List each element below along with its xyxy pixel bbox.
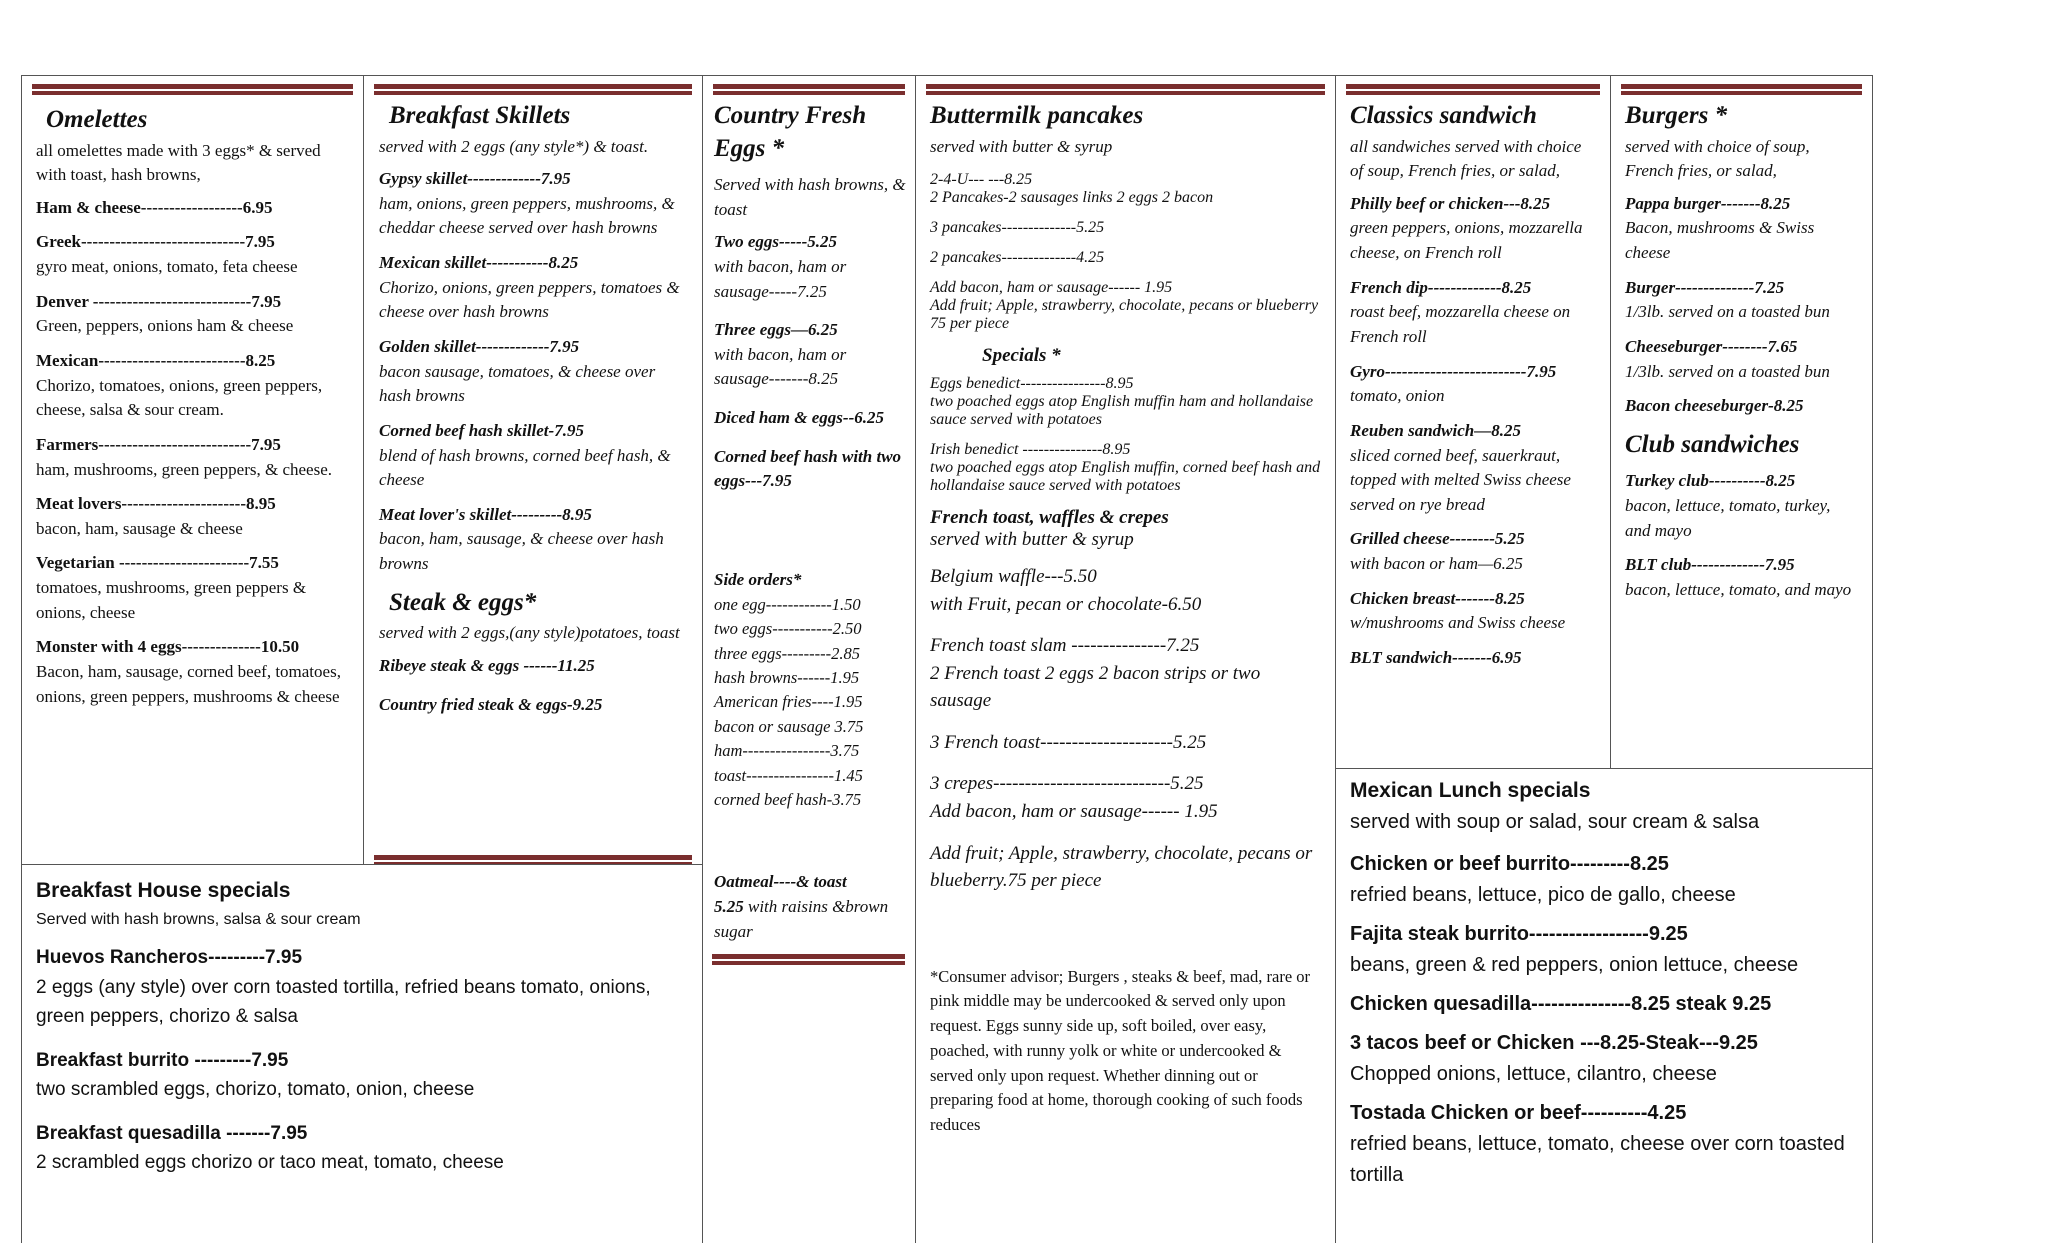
skillet-item — [379, 503, 690, 577]
menu-item-desc: two scrambled eggs, chorizo, tomato, onion, cheese — [36, 1079, 475, 1101]
menu-item-desc: roast beef, mozzarella cheese on French roll — [1350, 302, 1571, 346]
menu-item-name: French dip-------------8.25 — [1350, 277, 1532, 297]
house-specials-panel — [21, 864, 703, 1243]
menu-item-name: Meat lover's skillet---------8.95 — [379, 504, 592, 524]
country-eggs-title: Country Fresh Eggs * — [714, 102, 867, 162]
burgers-list — [1625, 192, 1860, 419]
menu-item-desc: beans, green & red peppers, onion lettuce, cheese — [1350, 954, 1799, 977]
menu-line-text: Eggs benedict----------------8.95 — [930, 375, 1134, 393]
menu-item-desc: 1/3lb. served on a toasted bun — [1625, 361, 1830, 381]
skillets-panel — [363, 75, 703, 865]
menu-item-desc: tomato, onion — [1350, 386, 1445, 406]
menu-item-name: Bacon cheeseburger-8.25 — [1625, 396, 1804, 416]
menu-item-name: Three eggs—6.25 — [714, 320, 838, 340]
classics-panel — [1335, 75, 1611, 769]
omelette-item — [36, 492, 351, 541]
side-orders-list — [714, 593, 907, 813]
menu-item-name: Gyro-------------------------7.95 — [1350, 361, 1557, 381]
menu-line-text: Irish benedict ---------------8.95 — [930, 441, 1131, 459]
menu-item-desc: ham, mushrooms, green peppers, & cheese. — [36, 459, 332, 479]
side-order-item: ham----------------3.75 — [714, 741, 860, 761]
menu-item-desc: refried beans, lettuce, tomato, cheese over corn toasted tortilla — [1350, 1133, 1845, 1187]
sandwich-item — [1350, 419, 1598, 518]
menu-item-name: Turkey club----------8.25 — [1625, 471, 1796, 491]
burger-item — [1625, 394, 1860, 419]
egg-item — [714, 406, 907, 431]
menu-item-desc: tomatoes, mushrooms, green peppers & onions, cheese — [36, 578, 307, 622]
menu-item-name: Diced ham & eggs--6.25 — [714, 408, 884, 428]
omelettes-title: Omelettes — [46, 106, 148, 133]
menu-item-name: BLT sandwich-------6.95 — [1350, 648, 1522, 668]
mexican-panel — [1335, 768, 1873, 1243]
menu-line-desc: Add bacon, ham or sausage------ 1.95 — [930, 800, 1218, 822]
menu-item-name: Corned beef hash with two eggs---7.95 — [714, 446, 902, 491]
house-specials-title: Breakfast House specials — [36, 879, 291, 902]
menu-item-name: Chicken or beef burrito---------8.25 — [1350, 853, 1669, 876]
skillets-subtitle: served with 2 eggs (any style*) & toast. — [379, 136, 649, 156]
side-orders-title: Side orders* — [714, 570, 802, 590]
decorative-rule — [926, 84, 1325, 95]
french-toast-list — [930, 563, 1323, 894]
burger-item — [1625, 335, 1860, 384]
mexican-item — [1350, 1098, 1860, 1191]
burgers-panel — [1610, 75, 1873, 769]
country-eggs-subtitle: Served with hash browns, & toast — [714, 175, 906, 219]
menu-item-name: Meat lovers----------------------8.95 — [36, 494, 276, 514]
menu-item-name: Tostada Chicken or beef----------4.25 — [1350, 1102, 1687, 1125]
house-specials-subtitle: Served with hash browns, salsa & sour cream — [36, 911, 361, 929]
omelette-item — [36, 290, 351, 339]
mexican-list — [1350, 849, 1860, 1191]
menu-item-name: Vegetarian -----------------------7.55 — [36, 553, 279, 573]
menu-line — [930, 563, 1323, 618]
menu-line-text: 3 pancakes--------------5.25 — [930, 219, 1105, 237]
menu-item-name: Corned beef hash skillet-7.95 — [379, 420, 584, 440]
menu-item-desc: 2 scrambled eggs chorizo or taco meat, tomato, cheese — [36, 1152, 504, 1174]
burger-item — [1625, 276, 1860, 325]
menu-line-text: French toast slam ---------------7.25 — [930, 635, 1200, 657]
skillets-title: Breakfast Skillets — [389, 102, 571, 129]
menu-line — [930, 279, 1323, 333]
classics-title: Classics sandwich — [1350, 102, 1537, 129]
menu-line — [930, 632, 1323, 715]
menu-item-desc: bacon sausage, tomatoes, & cheese over hash browns — [379, 361, 656, 406]
sandwich-item — [1350, 276, 1598, 350]
menu-item-name: Chicken quesadilla---------------8.25 steak 9.25 — [1350, 993, 1772, 1016]
menu-item-name: Gypsy skillet-------------7.95 — [379, 169, 571, 189]
mexican-item — [1350, 989, 1860, 1020]
steak-eggs-list — [379, 654, 690, 717]
steak-eggs-subtitle: served with 2 eggs,(any style)potatoes, toast — [379, 623, 680, 643]
omelettes-panel — [21, 75, 364, 865]
menu-item-desc: ham, onions, green peppers, mushrooms, & cheddar cheese served over hash browns — [379, 193, 675, 238]
menu-line — [930, 375, 1323, 429]
menu-item-desc: 1/3lb. served on a toasted bun — [1625, 302, 1830, 322]
side-order-item: one egg------------1.50 — [714, 594, 861, 614]
menu-item-name: Chicken breast-------8.25 — [1350, 588, 1525, 608]
side-order-item: three eggs---------2.85 — [714, 643, 860, 663]
decorative-rule — [712, 954, 905, 965]
decorative-rule — [1621, 84, 1862, 95]
club-item — [1625, 469, 1860, 543]
menu-line-text: Add bacon, ham or sausage------ 1.95 — [930, 279, 1173, 297]
skillets-list — [379, 167, 690, 577]
egg-item — [714, 230, 907, 304]
menu-line-desc: two poached eggs atop English muffin ham and hollandaise sauce served with potatoes — [930, 393, 1314, 429]
egg-item — [714, 445, 907, 494]
menu-item-name: Breakfast burrito ---------7.95 — [36, 1049, 289, 1071]
side-order-item: hash browns------1.95 — [714, 667, 860, 687]
steak-item — [379, 693, 690, 718]
specials-title: Specials * — [982, 345, 1061, 367]
menu-item-desc: bacon, lettuce, tomato, turkey, and mayo — [1625, 496, 1831, 540]
skillet-item — [379, 251, 690, 325]
omelette-item — [36, 349, 351, 423]
menu-line — [930, 249, 1323, 267]
menu-line-desc: two poached eggs atop English muffin, corned beef hash and hollandaise sauce served with potatoes — [930, 459, 1321, 495]
house-special-item — [36, 1046, 690, 1105]
pancakes-title: Buttermilk pancakes — [930, 102, 1144, 129]
mexican-item — [1350, 1028, 1860, 1090]
menu-item-desc: with bacon, ham or sausage-------8.25 — [714, 344, 847, 389]
oatmeal-desc: with raisins &brown sugar — [714, 896, 889, 941]
menu-item-name: Two eggs-----5.25 — [714, 232, 838, 252]
menu-item-desc: Chorizo, tomatoes, onions, green peppers, cheese, salsa & sour cream. — [36, 375, 323, 420]
decorative-rule — [1346, 84, 1600, 95]
country-eggs-panel — [702, 75, 916, 1243]
menu-line-desc: with Fruit, pecan or chocolate-6.50 — [930, 593, 1202, 615]
menu-item-name: Fajita steak burrito------------------9.25 — [1350, 923, 1688, 946]
menu-item-name: Farmers---------------------------7.95 — [36, 434, 281, 454]
menu-item-desc: Green, peppers, onions ham & cheese — [36, 316, 294, 336]
menu-line — [930, 840, 1323, 895]
omelette-item — [36, 551, 351, 625]
omelette-item — [36, 196, 351, 221]
menu-item-desc: Bacon, mushrooms & Swiss cheese — [1625, 218, 1815, 263]
menu-line — [930, 770, 1323, 825]
menu-item-desc: Chorizo, onions, green peppers, tomatoes & cheese over hash browns — [379, 277, 680, 322]
menu-line — [930, 441, 1323, 495]
menu-item-desc: blend of hash browns, corned beef hash, & cheese — [379, 445, 671, 490]
classics-list — [1350, 192, 1598, 671]
burgers-title: Burgers * — [1625, 102, 1728, 129]
french-toast-title: French toast, waffles & crepes — [930, 507, 1169, 529]
burger-item — [1625, 192, 1860, 266]
sandwich-item — [1350, 646, 1598, 671]
menu-item-desc: Chopped onions, lettuce, cilantro, cheese — [1350, 1063, 1717, 1086]
menu-line-text: Belgium waffle---5.50 — [930, 566, 1097, 588]
menu-line — [930, 219, 1323, 237]
menu-item-name: Country fried steak & eggs-9.25 — [379, 694, 603, 714]
menu-item-desc: w/mushrooms and Swiss cheese — [1350, 613, 1566, 633]
skillet-item — [379, 419, 690, 493]
skillet-item — [379, 335, 690, 409]
omelette-item — [36, 230, 351, 279]
menu-line-text: Add fruit; Apple, strawberry, chocolate, pecans or blueberry.75 per piece — [930, 842, 1313, 892]
menu-item-name: Denver ----------------------------7.95 — [36, 291, 282, 311]
menu-line-desc: 2 Pancakes-2 sausages links 2 eggs 2 bacon — [930, 189, 1214, 207]
menu-item-name: Ham & cheese------------------6.95 — [36, 197, 273, 217]
specials-list — [930, 375, 1323, 495]
menu-item-name: Breakfast quesadilla -------7.95 — [36, 1122, 308, 1144]
menu-item-desc: 2 eggs (any style) over corn toasted tortilla, refried beans tomato, onions, green peppers, chorizo & salsa — [36, 976, 651, 1028]
club-list — [1625, 469, 1860, 602]
menu-line-text: 2 pancakes--------------4.25 — [930, 249, 1105, 267]
pancakes-panel — [915, 75, 1336, 1243]
menu-item-name: Philly beef or chicken---8.25 — [1350, 193, 1551, 213]
menu-item-name: Monster with 4 eggs--------------10.50 — [36, 637, 300, 657]
menu-item-name: Ribeye steak & eggs ------11.25 — [379, 655, 595, 675]
mexican-item — [1350, 849, 1860, 911]
menu-item-desc: with bacon, ham or sausage-----7.25 — [714, 256, 847, 301]
sandwich-item — [1350, 587, 1598, 636]
decorative-rule — [713, 84, 905, 95]
menu-item-desc: refried beans, lettuce, pico de gallo, cheese — [1350, 884, 1736, 907]
menu-item-desc: bacon, ham, sausage, & cheese over hash browns — [379, 529, 664, 574]
oatmeal-price: 5.25 — [714, 896, 744, 916]
french-toast-subtitle: served with butter & syrup — [930, 529, 1134, 551]
omelettes-subtitle: all omelettes made with 3 eggs* & served with toast, hash browns, — [36, 140, 321, 185]
sandwich-item — [1350, 360, 1598, 409]
menu-item-desc: with bacon or ham—6.25 — [1350, 554, 1523, 574]
menu-item-name: Pappa burger-------8.25 — [1625, 193, 1791, 213]
menu-line-text: 2-4-U--- ---8.25 — [930, 171, 1033, 189]
menu-line — [930, 729, 1323, 757]
side-order-item: two eggs-----------2.50 — [714, 619, 862, 639]
menu-item-name: BLT club-------------7.95 — [1625, 555, 1795, 575]
skillet-item — [379, 167, 690, 241]
menu-line-text: 3 French toast---------------------5.25 — [930, 731, 1207, 753]
menu-line — [930, 171, 1323, 207]
decorative-rule — [374, 84, 692, 95]
menu-item-name: 3 tacos beef or Chicken ---8.25-Steak---9.25 — [1350, 1032, 1758, 1055]
pancakes-list — [930, 171, 1323, 333]
club-title: Club sandwiches — [1625, 430, 1800, 458]
menu-item-name: Golden skillet-------------7.95 — [379, 336, 580, 356]
burgers-subtitle: served with choice of soup, French fries, or salad, — [1625, 136, 1810, 181]
menu-item-name: Reuben sandwich—8.25 — [1350, 420, 1521, 440]
house-specials-list — [36, 943, 690, 1177]
house-special-item — [36, 943, 690, 1031]
omelette-item — [36, 433, 351, 482]
menu-item-desc: bacon, lettuce, tomato, and mayo — [1625, 579, 1852, 599]
omelettes-list — [36, 196, 351, 710]
pancakes-subtitle: served with butter & syrup — [930, 136, 1113, 156]
menu-line-text: 3 crepes----------------------------5.25 — [930, 773, 1204, 795]
side-order-item: corned beef hash-3.75 — [714, 789, 862, 809]
egg-item — [714, 318, 907, 392]
mexican-item — [1350, 919, 1860, 981]
sandwich-item — [1350, 192, 1598, 266]
steak-eggs-title: Steak & eggs* — [389, 588, 537, 616]
menu-item-desc: sliced corned beef, sauerkraut, topped with melted Swiss cheese served on rye bread — [1350, 445, 1571, 514]
club-item — [1625, 553, 1860, 602]
menu-item-desc: gyro meat, onions, tomato, feta cheese — [36, 257, 298, 277]
house-special-item — [36, 1119, 690, 1178]
sandwich-item — [1350, 527, 1598, 576]
country-eggs-list — [714, 230, 907, 494]
menu-item-name: Huevos Rancheros---------7.95 — [36, 947, 303, 969]
steak-item — [379, 654, 690, 679]
decorative-rule — [32, 84, 353, 95]
menu-item-name: Cheeseburger--------7.65 — [1625, 336, 1798, 356]
side-order-item: bacon or sausage 3.75 — [714, 716, 864, 736]
menu-item-name: Greek-----------------------------7.95 — [36, 232, 275, 252]
menu-item-name: Mexican skillet-----------8.25 — [379, 253, 579, 273]
menu-item-name: Mexican--------------------------8.25 — [36, 350, 276, 370]
side-order-item: toast----------------1.45 — [714, 765, 863, 785]
side-order-item: American fries----1.95 — [714, 692, 863, 712]
oatmeal-name: Oatmeal----& toast — [714, 872, 847, 892]
menu-item-desc: bacon, ham, sausage & cheese — [36, 518, 243, 538]
menu-item-desc: green peppers, onions, mozzarella cheese, on French roll — [1350, 218, 1583, 263]
mexican-subtitle: served with soup or salad, sour cream & salsa — [1350, 811, 1760, 834]
oatmeal-item — [714, 870, 907, 944]
classics-subtitle: all sandwiches served with choice of soup, French fries, or salad, — [1350, 136, 1582, 181]
mexican-title: Mexican Lunch specials — [1350, 779, 1591, 802]
menu-line-desc: 2 French toast 2 eggs 2 bacon strips or two sausage — [930, 662, 1261, 712]
menu-item-name: Grilled cheese--------5.25 — [1350, 529, 1525, 549]
omelette-item — [36, 635, 351, 709]
menu-item-name: Burger--------------7.25 — [1625, 277, 1785, 297]
consumer-advisory: *Consumer advisor; Burgers , steaks & beef, mad, rare or pink middle may be undercooked & served only upon request. Eggs sunny side up, soft boiled, over easy, poached, with runny yolk or white or undercooked & served only upon request. Whether dinning out or preparing food at home, thorough cooking of such foods reduces — [930, 966, 1311, 1135]
menu-item-desc: Bacon, ham, sausage, corned beef, tomatoes, onions, green peppers, mushrooms & cheese — [36, 662, 341, 706]
menu-line-desc: Add fruit; Apple, strawberry, chocolate, pecans or blueberry 75 per piece — [930, 297, 1319, 333]
